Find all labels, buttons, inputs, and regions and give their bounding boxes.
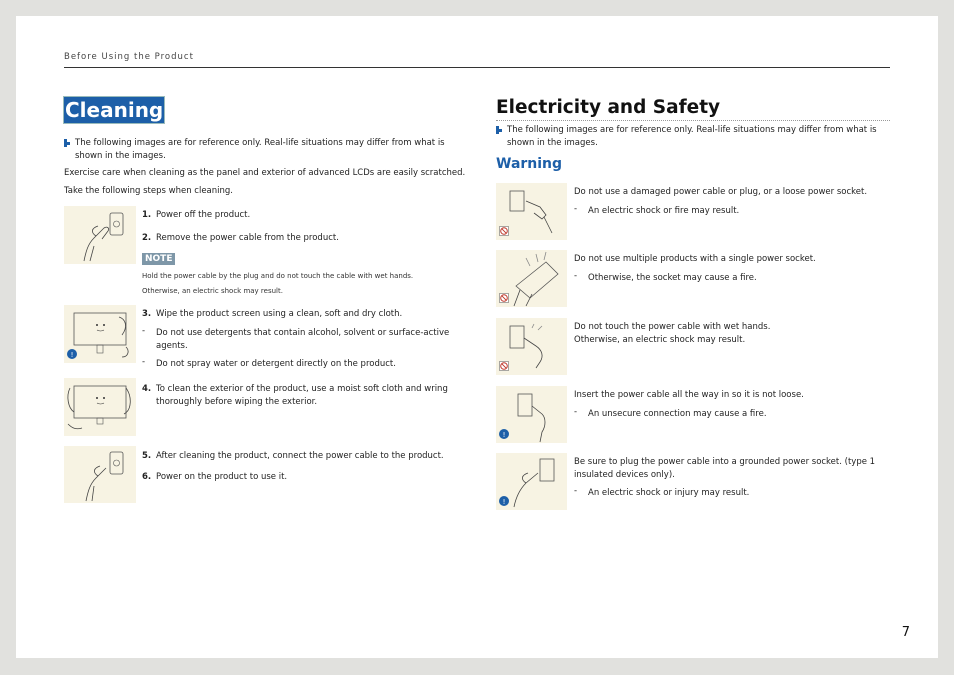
warning-1-text: Do not use a damaged power cable or plug, or a loose power socket.: [574, 187, 868, 197]
multiple-plugs-illustration: [496, 250, 567, 307]
cleaning-reference-note: [64, 137, 455, 163]
damaged-cable-illustration: [496, 183, 567, 240]
warning-2-sub: - Otherwise, the socket may cause a fire.: [574, 271, 757, 283]
cleaning-heading: Cleaning: [65, 98, 164, 122]
cleaning-step-1: 1. Power off the product.: [142, 210, 251, 220]
note-badge: NOTE: [142, 253, 175, 265]
plug-in-illustration: [64, 446, 136, 503]
warning-5-sub: - An electric shock or injury may result.: [574, 486, 750, 498]
info-icon: [499, 429, 509, 439]
note-bullet-icon: [496, 126, 502, 134]
info-icon: [499, 496, 509, 506]
electricity-section: [496, 97, 890, 121]
screen-wipe-illustration: [64, 305, 136, 363]
cleaning-step-3: 3. Wipe the product screen using a clean, soft and dry cloth.: [142, 309, 403, 319]
header-rule: [64, 67, 890, 68]
warning-4-text: Insert the power cable all the way in so it is not loose.: [574, 390, 804, 400]
warning-heading: Warning: [496, 156, 563, 172]
warning-2-text: Do not use multiple products with a single power socket.: [574, 254, 816, 264]
electricity-reference-note: [496, 124, 891, 150]
info-icon: [67, 349, 77, 359]
note-text-2: Otherwise, an electric shock may result.: [142, 287, 283, 295]
step-3-sub-1: - Do not use detergents that contain alcohol, solvent or surface-active agents.: [142, 326, 450, 351]
warning-4-sub: - An unsecure connection may cause a fire.: [574, 407, 767, 419]
note-bullet-icon: [64, 139, 70, 147]
electricity-note-text: The following images are for reference only. Real-life situations may differ from what is shown in the images.: [507, 125, 877, 148]
warning-item-1: [496, 183, 890, 240]
running-header: Before Using the Product: [64, 52, 194, 62]
prohibited-icon: [499, 293, 509, 303]
cleaning-step-2: 2. Remove the power cable from the product.: [142, 233, 339, 243]
svg-text:!: !: [502, 498, 506, 506]
warning-item-5: [496, 453, 890, 510]
prohibited-icon: [499, 361, 509, 371]
cleaning-step-6: 6. Power on the product to use it.: [142, 472, 288, 482]
page-number: 7: [901, 625, 910, 640]
note-text-1: Hold the power cable by the plug and do not touch the cable with wet hands.: [142, 272, 414, 280]
wet-hands-illustration: [496, 318, 567, 375]
electricity-heading: Electricity and Safety: [496, 97, 890, 121]
cleaning-note-text: The following images are for reference only. Real-life situations may differ from what is shown in the images.: [75, 138, 445, 161]
cleaning-section: [64, 97, 474, 123]
plug-insert-illustration: [496, 386, 567, 443]
warning-1-sub: - An electric shock or fire may result.: [574, 204, 740, 216]
warning-item-3: [496, 318, 890, 375]
warning-3-text: Do not touch the power cable with wet hands.: [574, 322, 771, 332]
svg-text:!: !: [502, 431, 506, 439]
grounded-socket-illustration: [496, 453, 567, 510]
warning-item-4: [496, 386, 890, 443]
prohibited-icon: [499, 226, 509, 236]
svg-text:!: !: [70, 351, 74, 359]
cleaning-step-4: 4. To clean the exterior of the product, use a moist soft cloth and wring thoroughly before wiping the exterior.: [142, 384, 448, 407]
document-page: [16, 16, 938, 658]
warning-3-text-2: Otherwise, an electric shock may result.: [574, 335, 746, 345]
cleaning-intro-1: Exercise care when cleaning as the panel and exterior of advanced LCDs are easily scratched.: [64, 168, 466, 178]
warning-item-2: [496, 250, 890, 307]
warning-5-text: Be sure to plug the power cable into a grounded power socket. (type 1 insulated devices only).: [574, 457, 876, 480]
cleaning-step-5: 5. After cleaning the product, connect the power cable to the product.: [142, 451, 444, 461]
exterior-wipe-illustration: [64, 378, 136, 436]
unplug-illustration: [64, 206, 136, 264]
step-3-sub-2: - Do not spray water or detergent directly on the product.: [142, 357, 396, 369]
cleaning-intro-2: Take the following steps when cleaning.: [64, 186, 233, 196]
